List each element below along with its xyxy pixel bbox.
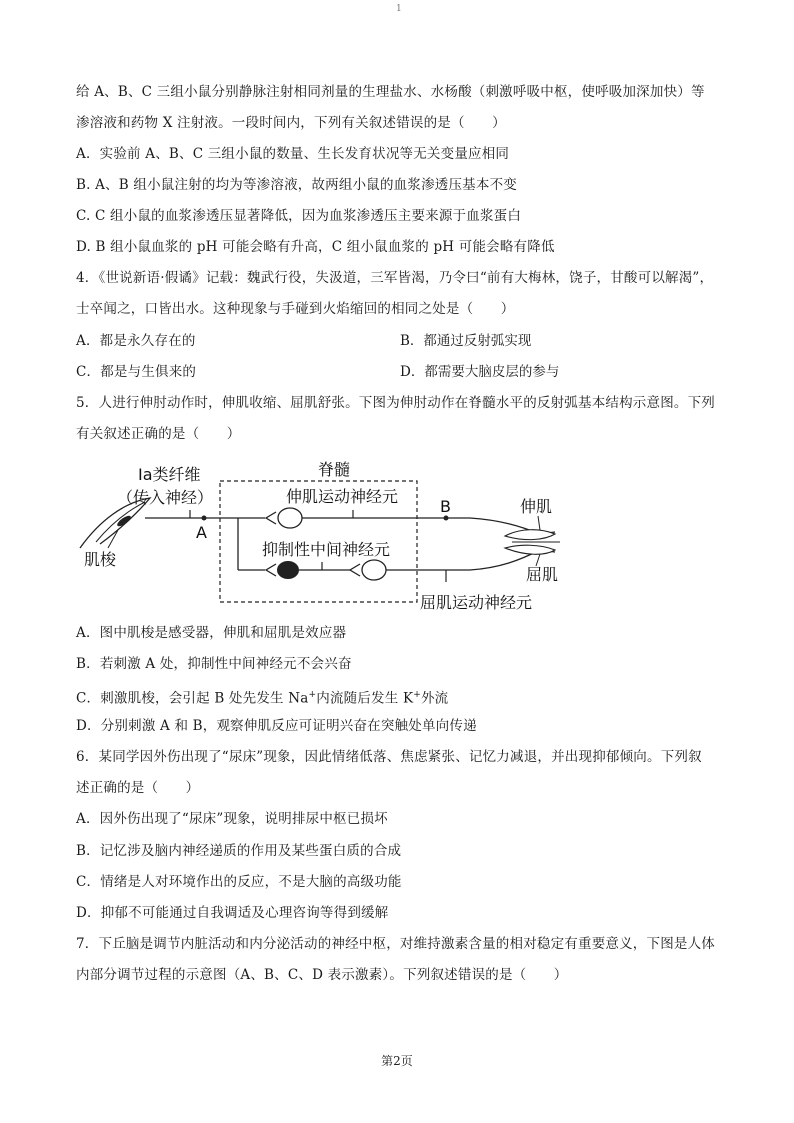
- q6-option-d[interactable]: D．抑郁不可能通过自我调适及心理咨询等得到缓解: [76, 905, 389, 921]
- point-a-dot: [202, 516, 207, 521]
- q4-option-b[interactable]: B．都通过反射弧实现: [400, 333, 532, 349]
- q3-stem-line1: 给 A、B、C 三组小鼠分别静脉注射相同剂量的生理盐水、水杨酸（刺激呼吸中枢，使呼吸加深加快）等: [76, 84, 705, 100]
- afferent-label: （传入神经）: [117, 488, 214, 507]
- spindle-label: 肌梭: [84, 550, 117, 569]
- inhibitory-neuron: [277, 561, 299, 579]
- synapse-flexor: [350, 564, 360, 576]
- q5-option-b[interactable]: B．若刺激 A 处，抑制性中间神经元不会兴奋: [76, 656, 352, 672]
- point-b-label: B: [440, 497, 451, 516]
- synapse-inhibitory: [266, 564, 276, 576]
- reflex-arc-diagram: [0, 450, 794, 620]
- q3-option-c[interactable]: C. C 组小鼠的血浆渗透压显著降低，因为血浆渗透压主要来源于血浆蛋白: [76, 208, 522, 224]
- na-charge: +: [308, 690, 317, 700]
- q4-stem-line2: 士卒闻之，口皆出水。这种现象与手碰到火焰缩回的相同之处是（ ）: [76, 301, 515, 317]
- q6-option-a[interactable]: A．因外伤出现了“尿床”现象，说明排尿中枢已损坏: [76, 811, 388, 827]
- flexor-muscle: [505, 545, 555, 554]
- q5-option-c-pre: C．刺激肌梭，会引起 B 处先发生 Na: [76, 690, 309, 707]
- q7-stem-line1: 7．下丘脑是调节内脏活动和内分泌活动的神经中枢，对维持激素含量的相对稳定有重要意义，下图是人体: [76, 936, 715, 952]
- q4-option-d[interactable]: D．都需要大脑皮层的参与: [400, 364, 560, 380]
- spindle-pointer: [108, 530, 118, 548]
- q5-option-c[interactable]: [76, 685, 448, 709]
- q3-stem-line2: 渗溶液和药物 X 注射液。一段时间内，下列有关叙述错误的是（ ）: [76, 115, 506, 131]
- extensor-pointer: [538, 516, 540, 530]
- q5-option-d[interactable]: D．分别刺激 A 和 B，观察伸肌反应可证明兴奋在突触处单向传递: [76, 718, 477, 734]
- extensor-motor-label: 伸肌运动神经元: [286, 487, 399, 506]
- q3-option-d[interactable]: D. B 组小鼠血浆的 pH 可能会略有升高，C 组小鼠血浆的 pH 可能会略有降低: [76, 239, 555, 255]
- q4-option-a[interactable]: A．都是永久存在的: [76, 333, 196, 349]
- header-mark: 1: [396, 4, 402, 14]
- q4-stem-line1: 4．《世说新语·假谲》记载：魏武行役，失汲道，三军皆渴，乃令曰“前有大梅林，饶子，甘酸可以解渴”，: [76, 270, 714, 286]
- arm-outline: [470, 518, 555, 570]
- point-a-label: A: [196, 523, 207, 542]
- q7-stem-line2: 内部分调节过程的示意图（A、B、C、D 表示激素）。下列叙述错误的是（ ）: [76, 967, 568, 983]
- page-number: 第2页: [381, 1054, 413, 1068]
- q6-option-b[interactable]: B．记忆涉及脑内神经递质的作用及某些蛋白质的合成: [76, 843, 402, 859]
- flexor-motor-neuron: [362, 560, 386, 580]
- q4-option-c[interactable]: C．都是与生俱来的: [76, 364, 197, 380]
- q5-option-a[interactable]: A．图中肌梭是感受器，伸肌和屈肌是效应器: [76, 625, 347, 641]
- extensor-motor-neuron: [278, 508, 302, 528]
- q6-stem-line1: 6．某同学因外伤出现了“尿床”现象，因此情绪低落、焦虑紧张、记忆力减退，并出现抑郁倾向。下列叙: [76, 749, 702, 765]
- q6-stem-line2: 述正确的是（ ）: [76, 780, 200, 796]
- synapse-extensor: [266, 512, 276, 524]
- q5-option-c-mid: 内流随后发生 K: [316, 690, 414, 707]
- flexor-motor-label: 屈肌运动神经元: [420, 593, 533, 612]
- q5-stem-line1: 5．人进行伸肘动作时，伸肌收缩、屈肌舒张。下图为伸肘动作在脊髓水平的反射弧基本结构示意图。下列: [76, 395, 715, 411]
- fiber-label: Ia类纤维: [138, 465, 201, 484]
- spindle-core: [116, 514, 133, 528]
- inhibitory-label: 抑制性中间神经元: [262, 540, 391, 559]
- spinal-label: 脊髓: [318, 460, 351, 479]
- q3-option-a[interactable]: A．实验前 A、B、C 三组小鼠的数量、生长发育状况等无关变量应相同: [76, 146, 510, 162]
- k-charge: +: [413, 690, 421, 700]
- q5-option-c-post: 外流: [420, 690, 449, 707]
- extensor-muscle: [505, 530, 555, 540]
- q6-option-c[interactable]: C．情绪是人对环境作出的反应，不是大脑的高级功能: [76, 874, 402, 890]
- extensor-label: 伸肌: [520, 497, 553, 516]
- point-b-dot: [444, 516, 449, 521]
- flexor-label: 屈肌: [526, 565, 559, 584]
- q5-stem-line2: 有关叙述正确的是（ ）: [76, 426, 241, 442]
- q3-option-b[interactable]: B. A、B 组小鼠注射的均为等渗溶液，故两组小鼠的血浆渗透压基本不变: [76, 177, 517, 193]
